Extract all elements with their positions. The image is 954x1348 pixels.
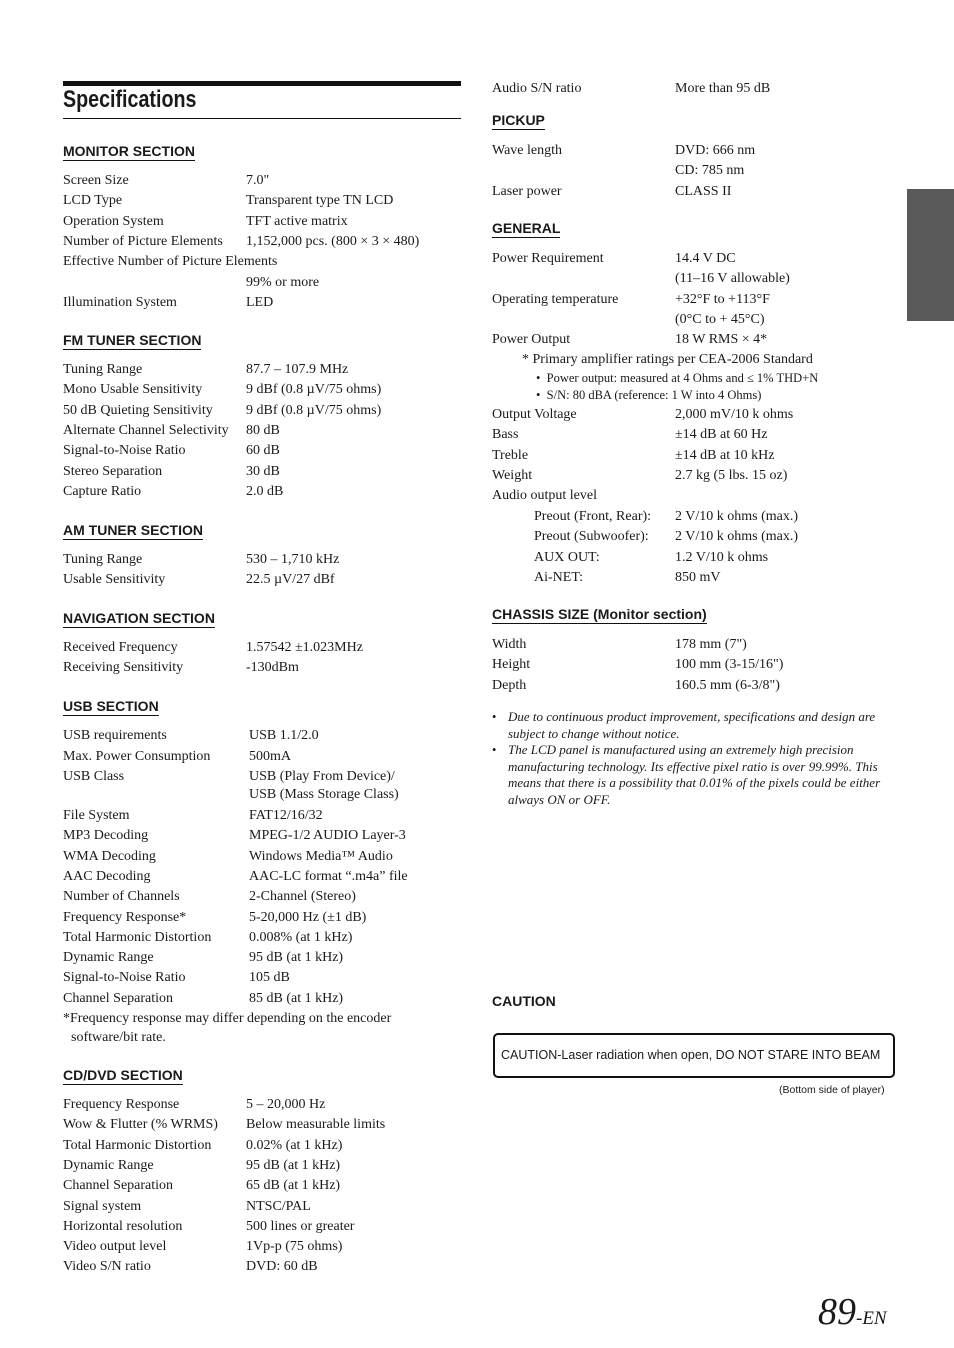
spec-value: 1.2 V/10 k ohms: [675, 549, 769, 565]
spec-label: USB requirements: [63, 728, 167, 743]
spec-value: 1,152,000 pcs. (800 × 3 × 480): [246, 233, 420, 249]
spec-label: Number of Picture Elements: [63, 233, 223, 249]
spec-label: Audio output level: [492, 488, 597, 504]
spec-label: Output Voltage: [492, 407, 577, 422]
spec-label: Operating temperature: [492, 291, 619, 307]
section-tab: [907, 189, 954, 321]
spec-value: 500 lines or greater: [246, 1218, 355, 1234]
note-2-bullet: •: [492, 743, 497, 757]
spec-value: 2.7 kg (5 lbs. 15 oz): [675, 467, 788, 483]
spec-label: Bass: [492, 427, 519, 443]
spec-value: 9 dBf (0.8 µV/75 ohms): [246, 402, 382, 418]
spec-value: FAT12/16/32: [249, 808, 323, 823]
spec-label: Signal-to-Noise Ratio: [63, 970, 186, 986]
spec-label: Capture Ratio: [63, 483, 142, 499]
spec-label: File System: [63, 808, 130, 823]
page-number-suffix: -EN: [856, 1308, 887, 1329]
usb-note-2: software/bit rate.: [71, 1030, 166, 1045]
spec-value: Below measurable limits: [246, 1117, 386, 1133]
spec-label: AAC Decoding: [63, 868, 151, 884]
spec-label: Mono Usable Sensitivity: [63, 382, 203, 398]
spec-label: Ai-NET:: [534, 569, 584, 585]
spec-value: 105 dB: [249, 970, 290, 986]
spec-value: 0.02% (at 1 kHz): [246, 1137, 343, 1153]
am-heading: AM TUNER SECTION: [63, 522, 203, 538]
spec-value: TFT active matrix: [246, 213, 348, 229]
spec-value: 7.0": [246, 173, 270, 188]
spec-label: Stereo Separation: [63, 463, 163, 479]
spec-label: AUX OUT:: [534, 549, 600, 565]
general-heading: GENERAL: [492, 220, 561, 236]
spec-value: 1Vp-p (75 ohms): [246, 1239, 343, 1255]
spec-value: 80 dB: [246, 422, 280, 438]
spec-label: Depth: [492, 677, 527, 693]
caution-location-note: (Bottom side of player): [779, 1084, 885, 1096]
spec-value: CD: 785 nm: [675, 163, 745, 179]
spec-value: -130dBm: [246, 660, 299, 676]
primary-note: * Primary amplifier ratings per CEA-2006 Standard: [522, 352, 813, 367]
monitor-heading: MONITOR SECTION: [63, 143, 195, 159]
spec-label: Number of Channels: [63, 889, 180, 905]
usb-note-1: *Frequency response may differ depending on the encoder: [63, 1011, 392, 1026]
spec-value: 2.0 dB: [246, 483, 284, 499]
caution-heading: CAUTION: [492, 993, 556, 1009]
spec-label: Max. Power Consumption: [63, 749, 211, 764]
spec-label: Dynamic Range: [63, 950, 154, 966]
spec-value: DVD: 666 nm: [675, 143, 756, 158]
spec-label: Channel Separation: [63, 990, 174, 1006]
spec-label: Operation System: [63, 213, 164, 229]
spec-label: Height: [492, 657, 531, 673]
spec-label: Signal system: [63, 1198, 142, 1214]
spec-value: LED: [246, 294, 274, 310]
spec-value: (0°C to + 45°C): [675, 311, 765, 327]
spec-label: Tuning Range: [63, 362, 143, 377]
spec-value: MPEG-1/2 AUDIO Layer-3: [249, 828, 406, 844]
spec-label: Channel Separation: [63, 1178, 174, 1194]
spec-label: Width: [492, 637, 527, 652]
usb-heading: USB SECTION: [63, 698, 159, 714]
spec-value: 9 dBf (0.8 µV/75 ohms): [246, 382, 382, 398]
spec-label: Treble: [492, 447, 529, 463]
spec-value: 850 mV: [675, 569, 721, 585]
spec-value: 100 mm (3-15/16"): [675, 657, 784, 673]
spec-label: Tuning Range: [63, 552, 143, 567]
spec-value: 2-Channel (Stereo): [249, 889, 356, 905]
title-rule: [63, 118, 461, 119]
spec-label: Video output level: [63, 1239, 167, 1255]
spec-label: Audio S/N ratio: [492, 81, 582, 96]
spec-label: Preout (Front, Rear):: [534, 509, 652, 524]
page-number: [818, 1290, 887, 1334]
note-2: The LCD panel is manufactured using an extremely high precision manufacturing technology. Its effective pixel ratio is over 99.99%. This means that there is a possibility that 0.01% of the pixels could be either always ON or OFF.: [508, 742, 881, 807]
bullet-1-text: Power output: measured at 4 Ohms and ≤ 1% THD+N: [546, 371, 819, 385]
spec-label: Effective Number of Picture Elements: [63, 254, 278, 270]
spec-value: +32°F to +113°F: [675, 291, 770, 307]
spec-value: 18 W RMS × 4*: [675, 332, 768, 348]
spec-label: Received Frequency: [63, 640, 178, 655]
bullet-1: • Power output: measured at 4 Ohms and ≤ 1% THD+N: [536, 371, 819, 385]
spec-value: USB (Play From Device)/: [249, 769, 395, 784]
page-title: Specifications: [63, 86, 197, 113]
spec-label: USB Class: [63, 769, 125, 784]
spec-value: 87.7 – 107.9 MHz: [246, 362, 349, 377]
spec-label: Usable Sensitivity: [63, 572, 166, 588]
spec-value: DVD: 60 dB: [246, 1259, 318, 1275]
spec-value: 14.4 V DC: [675, 251, 736, 266]
spec-label: Weight: [492, 467, 533, 483]
spec-label: Power Output: [492, 332, 571, 348]
spec-value: 5-20,000 Hz (±1 dB): [249, 909, 367, 925]
cddvd-heading: CD/DVD SECTION: [63, 1067, 183, 1083]
spec-value: 95 dB (at 1 kHz): [246, 1157, 341, 1173]
spec-label: 50 dB Quieting Sensitivity: [63, 402, 213, 418]
spec-value: 2 V/10 k ohms (max.): [675, 529, 799, 545]
spec-label: MP3 Decoding: [63, 828, 149, 844]
spec-value: 30 dB: [246, 463, 280, 479]
spec-value: Windows Media™ Audio: [249, 848, 393, 864]
spec-value: CLASS II: [675, 183, 732, 199]
spec-label: Laser power: [492, 183, 562, 199]
spec-label: Total Harmonic Distortion: [63, 929, 212, 945]
spec-value: (11–16 V allowable): [675, 271, 790, 287]
spec-label: Horizontal resolution: [63, 1218, 183, 1234]
nav-heading: NAVIGATION SECTION: [63, 610, 215, 626]
spec-label: Frequency Response*: [63, 909, 187, 925]
spec-label: Alternate Channel Selectivity: [63, 422, 229, 438]
page-number-value: 89: [818, 1291, 856, 1333]
spec-value: ±14 dB at 60 Hz: [675, 427, 768, 443]
spec-value: 2,000 mV/10 k ohms: [675, 407, 794, 422]
spec-value: 0.008% (at 1 kHz): [249, 929, 353, 945]
spec-value: 160.5 mm (6-3/8"): [675, 677, 780, 693]
spec-label: Power Requirement: [492, 251, 604, 266]
spec-value: More than 95 dB: [675, 81, 771, 96]
spec-value: 178 mm (7"): [675, 637, 747, 652]
spec-value: 500mA: [249, 749, 291, 764]
spec-value: 60 dB: [246, 443, 280, 459]
spec-label: Wow & Flutter (% WRMS): [63, 1117, 218, 1133]
spec-value: 1.57542 ±1.023MHz: [246, 640, 363, 655]
spec-value: 2 V/10 k ohms (max.): [675, 509, 799, 524]
caution-label-box: CAUTION-Laser radiation when open, DO NOT STARE INTO BEAM: [493, 1033, 895, 1078]
spec-value: AAC-LC format “.m4a” file: [249, 868, 408, 884]
spec-label: Illumination System: [63, 294, 177, 310]
spec-value: 95 dB (at 1 kHz): [249, 950, 344, 966]
spec-value: 530 – 1,710 kHz: [246, 552, 340, 567]
spec-label: LCD Type: [63, 193, 123, 209]
spec-value: Transparent type TN LCD: [246, 193, 394, 209]
spec-label: Signal-to-Noise Ratio: [63, 443, 186, 459]
note-1: Due to continuous product improvement, specifications and design are subject to change without notice.: [508, 709, 876, 741]
spec-value: USB 1.1/2.0: [249, 728, 319, 743]
bullet-2: • S/N: 80 dBA (reference: 1 W into 4 Ohms): [536, 388, 762, 402]
chassis-heading: CHASSIS SIZE (Monitor section): [492, 606, 707, 622]
spec-value: 5 – 20,000 Hz: [246, 1097, 326, 1112]
note-1-bullet: •: [492, 710, 497, 724]
spec-label: Video S/N ratio: [63, 1259, 151, 1275]
fm-heading: FM TUNER SECTION: [63, 332, 202, 348]
spec-value: 65 dB (at 1 kHz): [246, 1178, 341, 1194]
spec-label: Wave length: [492, 143, 563, 158]
bullet-2-text: S/N: 80 dBA (reference: 1 W into 4 Ohms): [546, 388, 762, 402]
spec-value: 99% or more: [246, 274, 320, 290]
pickup-heading: PICKUP: [492, 112, 545, 128]
spec-label: Receiving Sensitivity: [63, 660, 184, 676]
spec-value: ±14 dB at 10 kHz: [675, 447, 775, 463]
spec-value: NTSC/PAL: [246, 1198, 311, 1214]
spec-value: 22.5 µV/27 dBf: [246, 572, 335, 588]
spec-label: Screen Size: [63, 173, 129, 188]
spec-label: WMA Decoding: [63, 848, 156, 864]
spec-label: Frequency Response: [63, 1097, 180, 1112]
spec-value: USB (Mass Storage Class): [249, 787, 399, 802]
spec-label: Dynamic Range: [63, 1157, 154, 1173]
spec-label: Preout (Subwoofer):: [534, 529, 649, 545]
spec-value: 85 dB (at 1 kHz): [249, 990, 344, 1006]
spec-label: Total Harmonic Distortion: [63, 1137, 212, 1153]
